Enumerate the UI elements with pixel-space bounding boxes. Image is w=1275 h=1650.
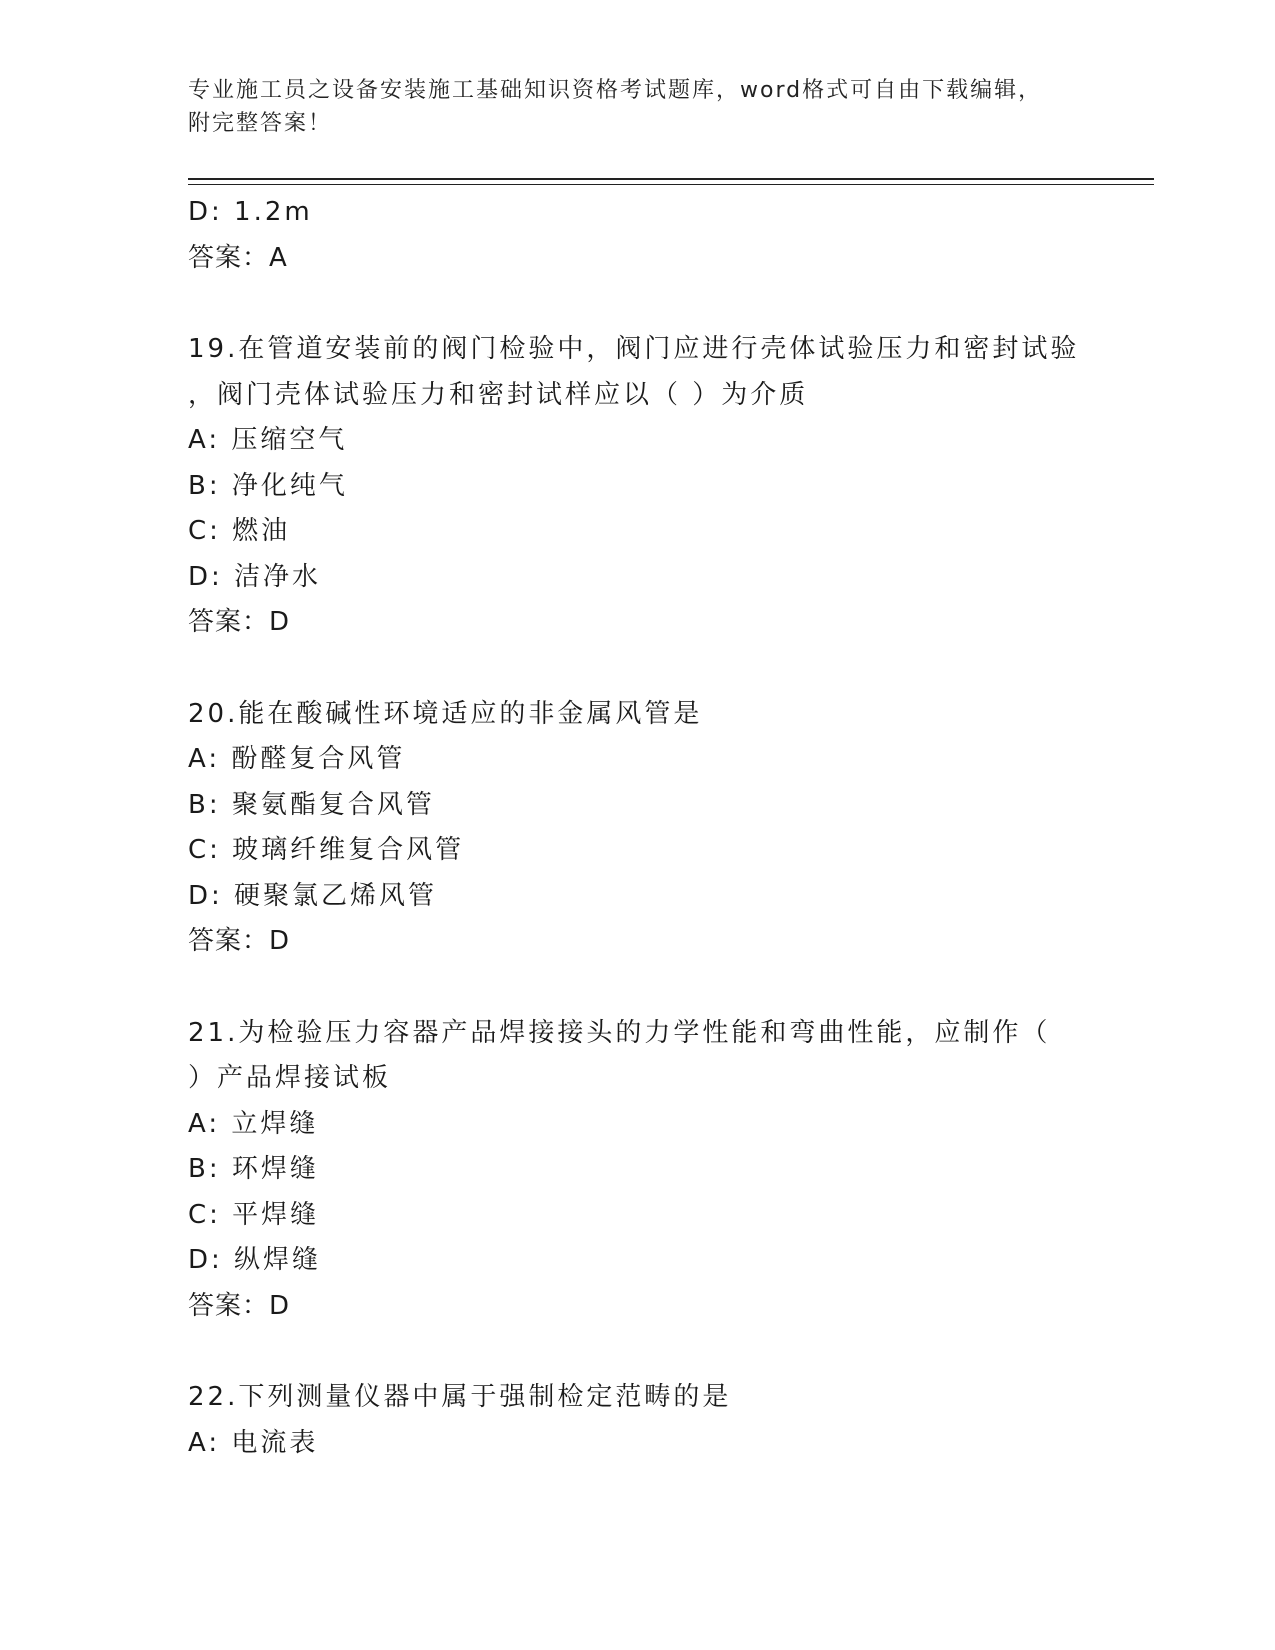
option-d: D: 纵焊缝 [188, 1245, 322, 1275]
option-d: D: 硬聚氯乙烯风管 [188, 880, 438, 911]
question-stem: 22.下列测量仪器中属于强制检定范畴的是 [188, 1382, 732, 1412]
option-c: C: 玻璃纤维复合风管 [188, 835, 465, 865]
option-a: A: 压缩空气 [188, 425, 348, 455]
option-a: A: 酚醛复合风管 [188, 744, 406, 774]
question-stem: 20.能在酸碱性环境适应的非金属风管是 [188, 698, 703, 729]
option-b: B: 净化纯气 [188, 470, 348, 501]
question-stem-continued: ）产品焊接试板 [188, 1063, 392, 1093]
document-header [188, 74, 1088, 140]
question-stem: 21.为检验压力容器产品焊接接头的力学性能和弯曲性能，应制作（ [188, 1017, 1051, 1048]
option-c: C: 燃油 [188, 516, 291, 546]
answer: 答案：D [188, 1290, 291, 1321]
header-title-line1: 专业施工员之设备安装施工基础知识资格考试题库，word格式可自由下载编辑， [188, 78, 1043, 103]
answer: 答案：A [188, 242, 288, 273]
option-a: A: 立焊缝 [188, 1108, 319, 1139]
header-divider-thick [188, 178, 1154, 180]
question-stem: 19.在管道安装前的阀门检验中，阀门应进行壳体试验压力和密封试验 [188, 334, 1080, 364]
spacer [188, 965, 1088, 1011]
spacer [188, 281, 1088, 327]
answer: 答案：D [188, 607, 291, 637]
option-d: D: 洁净水 [188, 561, 322, 592]
question-20 [188, 692, 1088, 965]
question-stem-continued: ，阀门壳体试验压力和密封试样应以（ ）为介质 [188, 379, 809, 410]
question-22 [188, 1375, 1088, 1466]
header-divider-thin [188, 184, 1154, 185]
option-b: B: 聚氨酯复合风管 [188, 789, 435, 820]
header-title-line2: 附完整答案！ [188, 111, 333, 136]
option-b: B: 环焊缝 [188, 1154, 319, 1184]
spacer [188, 646, 1088, 692]
answer: 答案：D [188, 926, 291, 956]
question-list [188, 190, 1088, 1466]
option-d: D: 1.2m [188, 197, 313, 227]
option-c: C: 平焊缝 [188, 1199, 320, 1230]
question-21 [188, 1011, 1088, 1330]
option-a: A: 电流表 [188, 1427, 319, 1458]
spacer [188, 1329, 1088, 1375]
question-19 [188, 327, 1088, 646]
